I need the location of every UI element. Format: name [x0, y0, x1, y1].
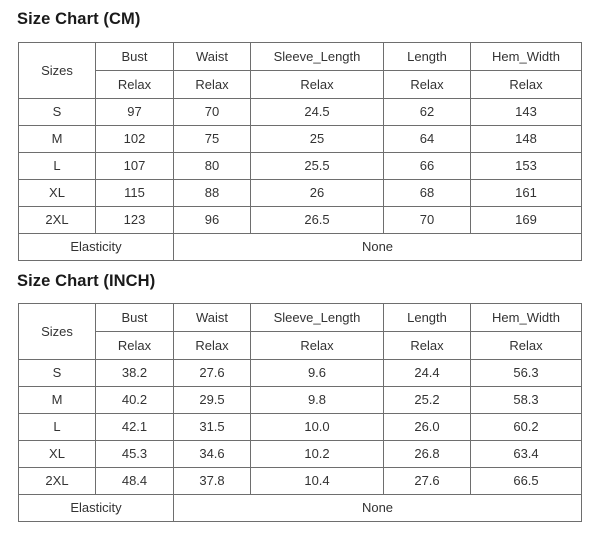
waist-cell: 27.6 — [174, 360, 251, 387]
size-cell: XL — [19, 180, 96, 207]
length-header-cell: Length — [384, 304, 471, 332]
fit-subheader-cell: Relax — [384, 71, 471, 99]
sleeve-length-cell: 24.5 — [251, 99, 384, 126]
bust-cell: 42.1 — [96, 414, 174, 441]
sleeve-length-header-cell: Sleeve_Length — [251, 304, 384, 332]
elasticity-value-cell: None — [174, 495, 582, 522]
length-cell: 27.6 — [384, 468, 471, 495]
elasticity-row — [19, 495, 582, 522]
bust-cell: 107 — [96, 153, 174, 180]
size-cell: L — [19, 153, 96, 180]
table-row — [19, 387, 582, 414]
hem-width-cell: 58.3 — [471, 387, 582, 414]
length-cell: 66 — [384, 153, 471, 180]
size-cell: S — [19, 360, 96, 387]
bust-cell: 45.3 — [96, 441, 174, 468]
fit-subheader-cell: Relax — [96, 71, 174, 99]
waist-cell: 75 — [174, 126, 251, 153]
bust-cell: 115 — [96, 180, 174, 207]
table-row — [19, 414, 582, 441]
elasticity-row — [19, 234, 582, 261]
bust-cell: 40.2 — [96, 387, 174, 414]
header-row — [19, 43, 582, 71]
table-row — [19, 126, 582, 153]
length-cell: 70 — [384, 207, 471, 234]
sleeve-length-cell: 10.0 — [251, 414, 384, 441]
length-cell: 24.4 — [384, 360, 471, 387]
length-header-cell: Length — [384, 43, 471, 71]
bust-cell: 97 — [96, 99, 174, 126]
fit-subheader-cell: Relax — [471, 332, 582, 360]
sleeve-length-cell: 25 — [251, 126, 384, 153]
bust-header-cell: Bust — [96, 43, 174, 71]
sleeve-length-cell: 26.5 — [251, 207, 384, 234]
hem-width-cell: 56.3 — [471, 360, 582, 387]
length-cell: 68 — [384, 180, 471, 207]
hem-width-cell: 161 — [471, 180, 582, 207]
size-chart-inch-table — [18, 303, 582, 522]
hem-width-cell: 143 — [471, 99, 582, 126]
size-cell: 2XL — [19, 207, 96, 234]
bust-cell: 48.4 — [96, 468, 174, 495]
sleeve-length-header-cell: Sleeve_Length — [251, 43, 384, 71]
hem-width-header-cell: Hem_Width — [471, 304, 582, 332]
table-row — [19, 360, 582, 387]
sizes-header-cell: Sizes — [19, 304, 96, 360]
size-cell: M — [19, 387, 96, 414]
bust-cell: 123 — [96, 207, 174, 234]
table-row — [19, 180, 582, 207]
bust-cell: 102 — [96, 126, 174, 153]
elasticity-label-cell: Elasticity — [19, 234, 174, 261]
hem-width-cell: 148 — [471, 126, 582, 153]
hem-width-cell: 60.2 — [471, 414, 582, 441]
waist-cell: 37.8 — [174, 468, 251, 495]
length-cell: 25.2 — [384, 387, 471, 414]
waist-cell: 70 — [174, 99, 251, 126]
table-row — [19, 441, 582, 468]
bust-header-cell: Bust — [96, 304, 174, 332]
elasticity-value-cell: None — [174, 234, 582, 261]
fit-subheader-cell: Relax — [384, 332, 471, 360]
sleeve-length-cell: 25.5 — [251, 153, 384, 180]
fit-subheader-cell: Relax — [471, 71, 582, 99]
size-cell: M — [19, 126, 96, 153]
hem-width-cell: 169 — [471, 207, 582, 234]
waist-header-cell: Waist — [174, 43, 251, 71]
table-row — [19, 99, 582, 126]
size-chart-cm-table — [18, 42, 582, 261]
length-cell: 64 — [384, 126, 471, 153]
size-chart-inch-title: Size Chart (INCH) — [17, 272, 156, 290]
subheader-row — [19, 71, 582, 99]
size-cell: L — [19, 414, 96, 441]
waist-cell: 96 — [174, 207, 251, 234]
sizes-header-cell: Sizes — [19, 43, 96, 99]
waist-cell: 31.5 — [174, 414, 251, 441]
size-cell: XL — [19, 441, 96, 468]
hem-width-header-cell: Hem_Width — [471, 43, 582, 71]
waist-cell: 34.6 — [174, 441, 251, 468]
size-cell: 2XL — [19, 468, 96, 495]
table-row — [19, 468, 582, 495]
waist-cell: 29.5 — [174, 387, 251, 414]
fit-subheader-cell: Relax — [174, 71, 251, 99]
length-cell: 26.8 — [384, 441, 471, 468]
fit-subheader-cell: Relax — [251, 332, 384, 360]
hem-width-cell: 153 — [471, 153, 582, 180]
waist-cell: 88 — [174, 180, 251, 207]
fit-subheader-cell: Relax — [174, 332, 251, 360]
header-row — [19, 304, 582, 332]
fit-subheader-cell: Relax — [251, 71, 384, 99]
hem-width-cell: 66.5 — [471, 468, 582, 495]
waist-cell: 80 — [174, 153, 251, 180]
sleeve-length-cell: 10.4 — [251, 468, 384, 495]
subheader-row — [19, 332, 582, 360]
table-row — [19, 153, 582, 180]
fit-subheader-cell: Relax — [96, 332, 174, 360]
waist-header-cell: Waist — [174, 304, 251, 332]
sleeve-length-cell: 10.2 — [251, 441, 384, 468]
sleeve-length-cell: 9.8 — [251, 387, 384, 414]
size-cell: S — [19, 99, 96, 126]
length-cell: 26.0 — [384, 414, 471, 441]
sleeve-length-cell: 9.6 — [251, 360, 384, 387]
table-row — [19, 207, 582, 234]
hem-width-cell: 63.4 — [471, 441, 582, 468]
elasticity-label-cell: Elasticity — [19, 495, 174, 522]
sleeve-length-cell: 26 — [251, 180, 384, 207]
size-chart-cm-title: Size Chart (CM) — [17, 10, 141, 28]
bust-cell: 38.2 — [96, 360, 174, 387]
length-cell: 62 — [384, 99, 471, 126]
